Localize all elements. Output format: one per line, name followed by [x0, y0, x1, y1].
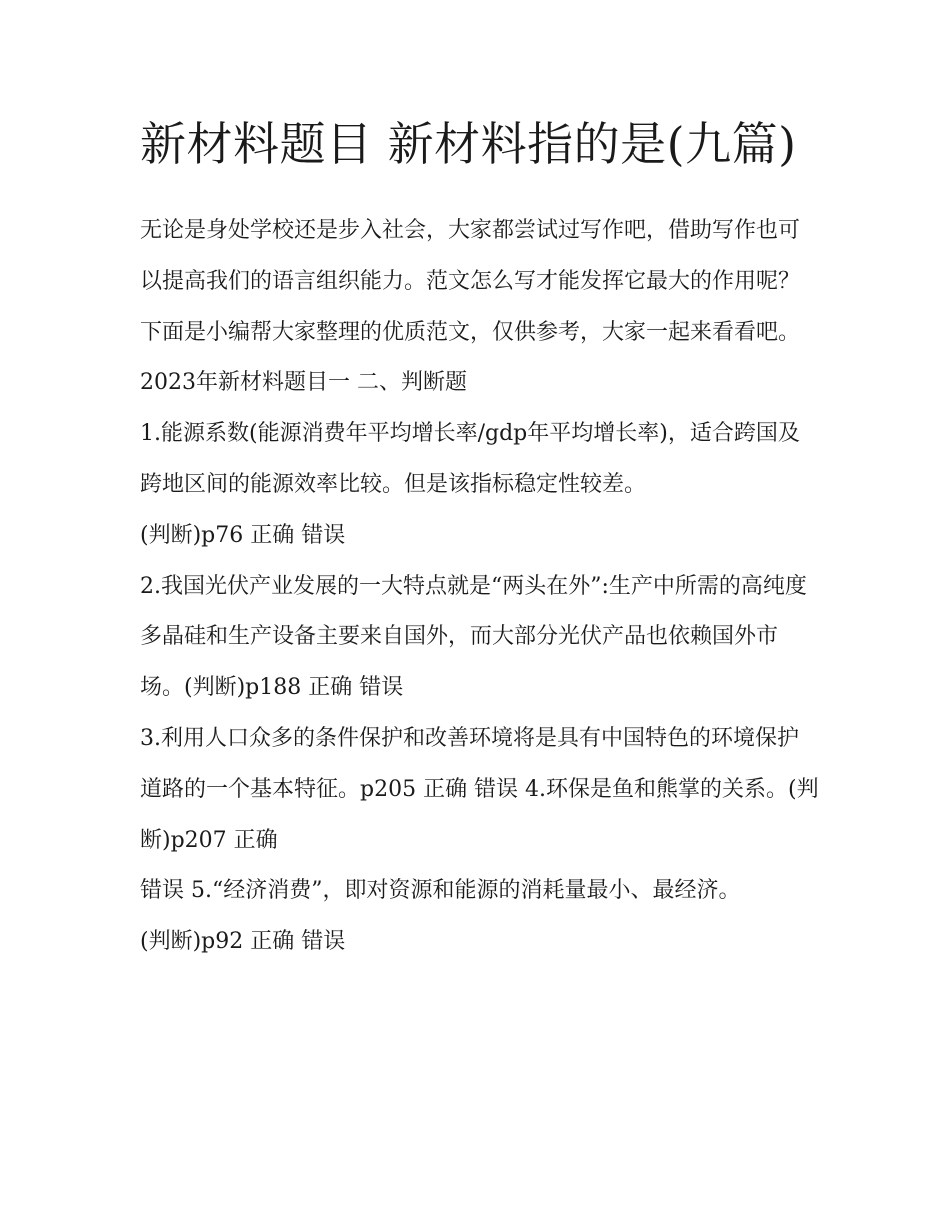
document-body: [140, 206, 820, 968]
document-title: 新材料题目 新材料指的是(九篇): [140, 117, 797, 171]
question-5: 错误 5.“经济消费”，即对资源和能源的消耗量最小、最经济。: [140, 878, 741, 904]
intro-paragraph: 无论是身处学校还是步入社会，大家都尝试过写作吧，借助写作也可以提高我们的语言组织能力。范文怎么写才能发挥它最大的作用呢？下面是小编帮大家整理的优质范文，仅供参考，大家一起来看看吧。: [140, 218, 801, 345]
question-1-answer: (判断)p76 正确 错误: [140, 522, 346, 548]
document-page: [140, 112, 820, 968]
question-2: 2.我国光伏产业发展的一大特点就是“两头在外”:生产中所需的高纯度多晶硅和生产设备主要来自国外，而大部分光伏产品也依赖国外市场。(判断)p188 正确 错误: [140, 573, 807, 701]
question-5-answer: (判断)p92 正确 错误: [140, 929, 346, 955]
question-1: 1.能源系数(能源消费年平均增长率/gdp年平均增长率)，适合跨国及跨地区间的能源效率比较。但是该指标稳定性较差。: [140, 421, 800, 497]
question-3-4: 3.利用人口众多的条件保护和改善环境将是具有中国特色的环境保护道路的一个基本特征。p205 正确 错误 4.环保是鱼和熊掌的关系。(判断)p207 正确: [140, 725, 819, 853]
section-heading: 2023年新材料题目一 二、判断题: [140, 370, 467, 396]
